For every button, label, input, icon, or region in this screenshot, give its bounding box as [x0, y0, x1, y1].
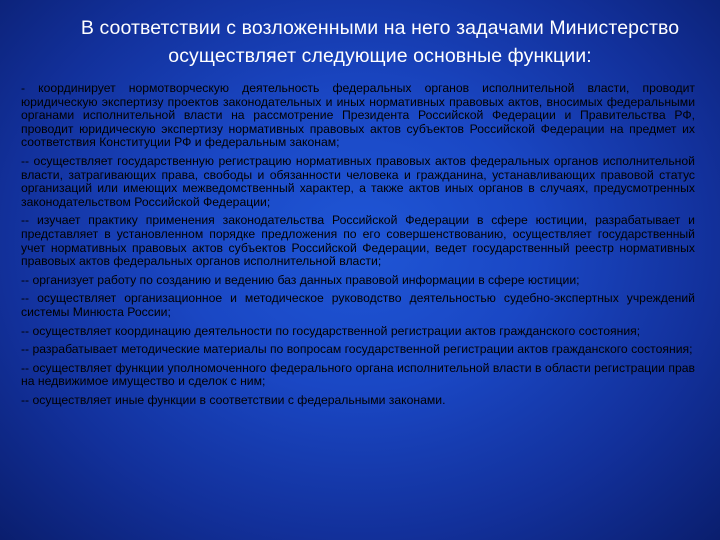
- slide-title-line-2: осуществляет следующие основные функции:: [168, 45, 592, 67]
- functions-list: [21, 82, 695, 412]
- function-item: -- разрабатывает методические материалы по вопросам государственной регистрации актов гражданского состояния;: [21, 342, 693, 357]
- function-item: -- осуществляет иные функции в соответствии с федеральными законами.: [21, 392, 446, 407]
- function-item: -- изучает практику применения законодательства Российской Федерации в сфере юстиции, разрабатывает и представляет в установленном порядке предложения по его совершенствованию, осуществляет государственный учет нормативных правовых актов субъектов Российской Федерации, ведет государственный реестр нормативных правовых актов федеральных органов исполнительной власти;: [21, 213, 695, 269]
- slide-title-line-1: В соответствии с возложенными на него задачами Министерство: [80, 17, 680, 39]
- slide-title: [40, 14, 720, 70]
- function-item: -- осуществляет организационное и методическое руководство деятельностью судебно-экспертных учреждений системы Минюста России;: [21, 291, 695, 319]
- function-item: -- организует работу по созданию и ведению баз данных правовой информации в сфере юстиции;: [21, 272, 580, 287]
- function-item: -- осуществляет государственную регистрацию нормативных правовых актов федеральных органов исполнительной власти, затрагивающих права, свободы и обязанности человека и гражданина, устанавливающих правовой статус организаций или имеющих межведомственный характер, а также актов иных органов в случаях, предусмотренных законодательством Российской Федерации;: [21, 153, 695, 209]
- function-item: - координирует нормотворческую деятельность федеральных органов исполнительной власти, проводит юридическую экспертизу проектов законодательных и иных нормативных правовых актов, вносимых федеральными органами исполнительной власти на рассмотрение Президента Российской Федерации и Правительства РФ, проводит юридическую экспертизу нормативных правовых актов субъектов Российской Федерации на предмет их соответствия Конституции РФ и федеральным законам;: [21, 81, 695, 150]
- function-item: -- осуществляет координацию деятельности по государственной регистрации актов гражданского состояния;: [21, 323, 641, 338]
- function-item: -- осуществляет функции уполномоченного федерального органа исполнительной власти в области регистрации прав на недвижимое имущество и сделок с ним;: [21, 360, 695, 389]
